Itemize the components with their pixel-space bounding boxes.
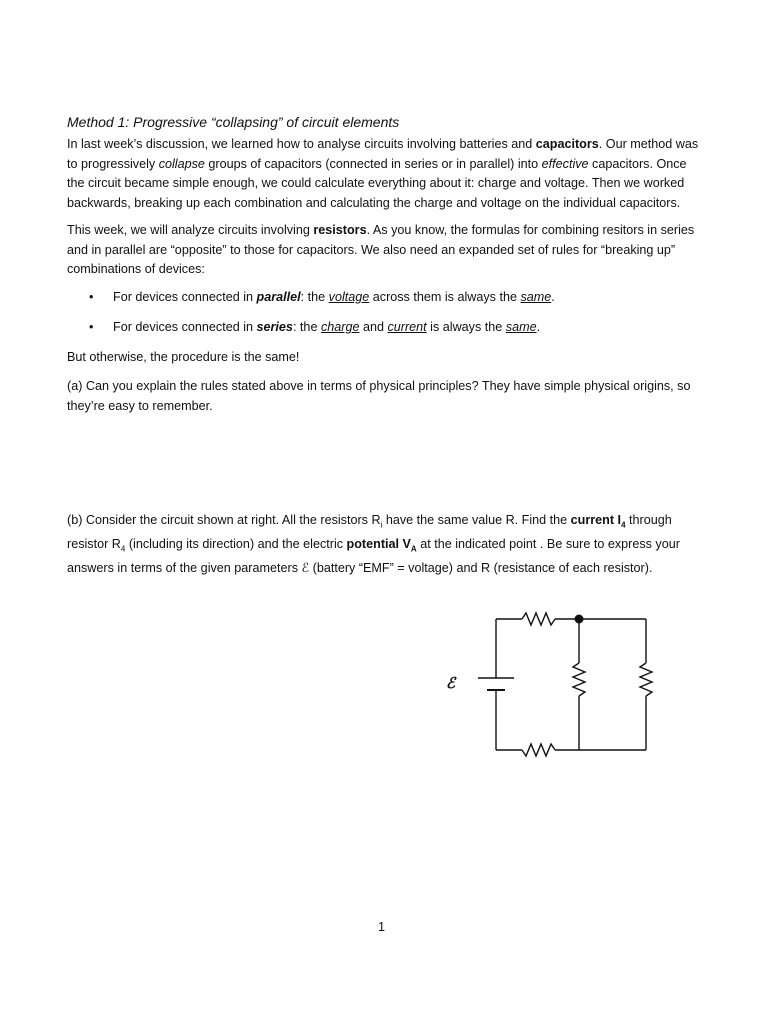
paragraph-intro: In last week’s discussion, we learned how to analyse circuits involving batteries and capacitors. Our method was to progressively collapse groups of capacitors (connected in series or in parallel) into effective capacitors. Once the circuit became simple enough, we could calculate everything about it: charge and voltage. Then we worked backwards, breaking up each combination and calculating the charge and voltage on the individual capacitors. <box>67 137 699 210</box>
paragraph-resistors: This week, we will analyze circuits involving resistors. As you know, the formulas for combining resitors in series and in parallel are “opposite” to those for capacitors. We also need an expanded set of rules for “breaking up” combinations of devices: <box>67 223 695 276</box>
bullet-parallel: • For devices connected in parallel: the voltage across them is always the same. <box>113 288 555 307</box>
emf-label: ℰ <box>446 674 456 692</box>
resistor-top <box>522 613 555 625</box>
resistor-bottom <box>522 744 555 756</box>
page-number: 1 <box>378 920 386 934</box>
bullet-series: • For devices connected in series: the charge and current is always the same. <box>113 318 540 337</box>
point-a-node <box>575 615 584 624</box>
question-b: (b) Consider the circuit shown at right. All the resistors $R_i$ have the same value R. Find the current $I_4$ through resistor $R_4$ (including its direction) and the electric potential $V_A$ at the indicated point . Be sure to express your answers in terms of the given parameters ℰ (battery “EMF” = voltage) and R (resistance of each resistor). <box>67 513 680 576</box>
resistor-middle <box>573 663 585 696</box>
circuit-diagram <box>440 600 660 760</box>
section-heading: Method 1: Progressive “collapsing” of circuit elements <box>67 114 400 130</box>
paragraph-procedure: But otherwise, the procedure is the same! <box>67 350 300 364</box>
question-a: (a) Can you explain the rules stated above in terms of physical principles? They have simple physical origins, so they’re easy to remember. <box>67 379 691 413</box>
resistor-right <box>640 663 652 696</box>
